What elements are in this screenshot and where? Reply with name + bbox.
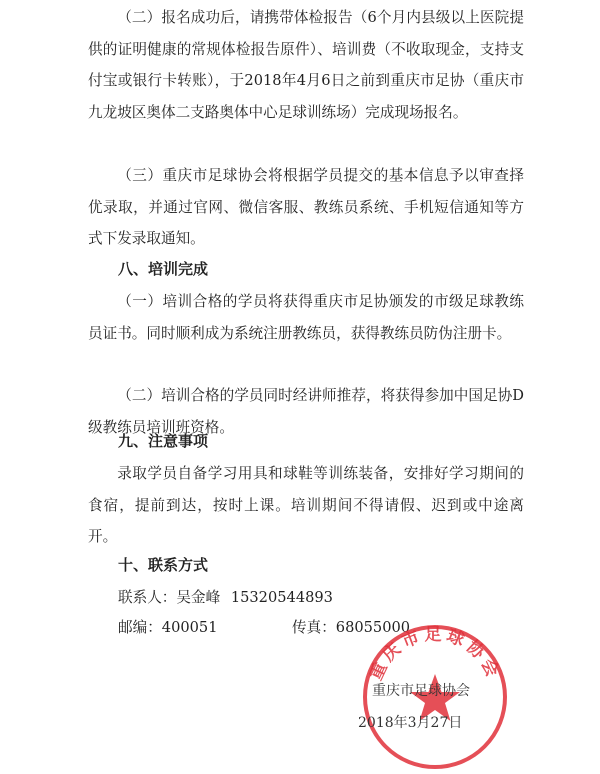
paragraph-registration: （二）报名成功后，请携带体检报告（6个月内县级以上医院提供的证明健康的常规体检报告原件）、培训费（不收取现金，支持支付宝或银行卡转账），于2018年4月6日之前到重庆市足协（重庆市九龙坡区奥体二支路奥体中心足球训练场）完成现场报名。 — [88, 9, 524, 121]
contact-person-line — [118, 582, 333, 614]
contact-phone: 15320544893 — [230, 589, 333, 606]
signature-organization: 重庆市足球协会 — [372, 683, 470, 699]
postcode-label: 邮编： — [118, 619, 162, 636]
postcode-value: 400051 — [161, 619, 218, 636]
heading-section-8: 八、培训完成 — [118, 260, 209, 278]
paragraph-d-level: （二）培训合格的学员同时经讲师推荐，将获得参加中国足协D级教练员培训班资格。 — [88, 387, 524, 436]
fax-value: 68055000 — [335, 619, 411, 636]
contact-person-name: 吴金峰 — [176, 589, 221, 606]
heading-section-10: 十、联系方式 — [118, 556, 209, 574]
paragraph-admission: （三）重庆市足球协会将根据学员提交的基本信息予以审查择优录取，并通过官网、微信客服、教练员系统、手机短信通知等方式下发录取通知。 — [88, 167, 524, 248]
paragraph-certificate: （一）培训合格的学员将获得重庆市足协颁发的市级足球教练员证书。同时顺利成为系统注册教练员，获得教练员防伪注册卡。 — [88, 293, 524, 342]
heading-section-9: 九、注意事项 — [118, 432, 209, 450]
fax-label: 传真： — [292, 619, 336, 636]
signature-date: 2018年3月27日 — [358, 715, 463, 731]
seal-arc-text: 重庆市足球协会 — [366, 624, 504, 684]
postcode-line — [118, 612, 218, 644]
paragraph-notes: 录取学员自备学习用具和球鞋等训练装备，安排好学习期间的食宿，提前到达，按时上课。培训期间不得请假、迟到或中途离开。 — [88, 465, 524, 546]
contact-person-label: 联系人： — [118, 589, 177, 606]
